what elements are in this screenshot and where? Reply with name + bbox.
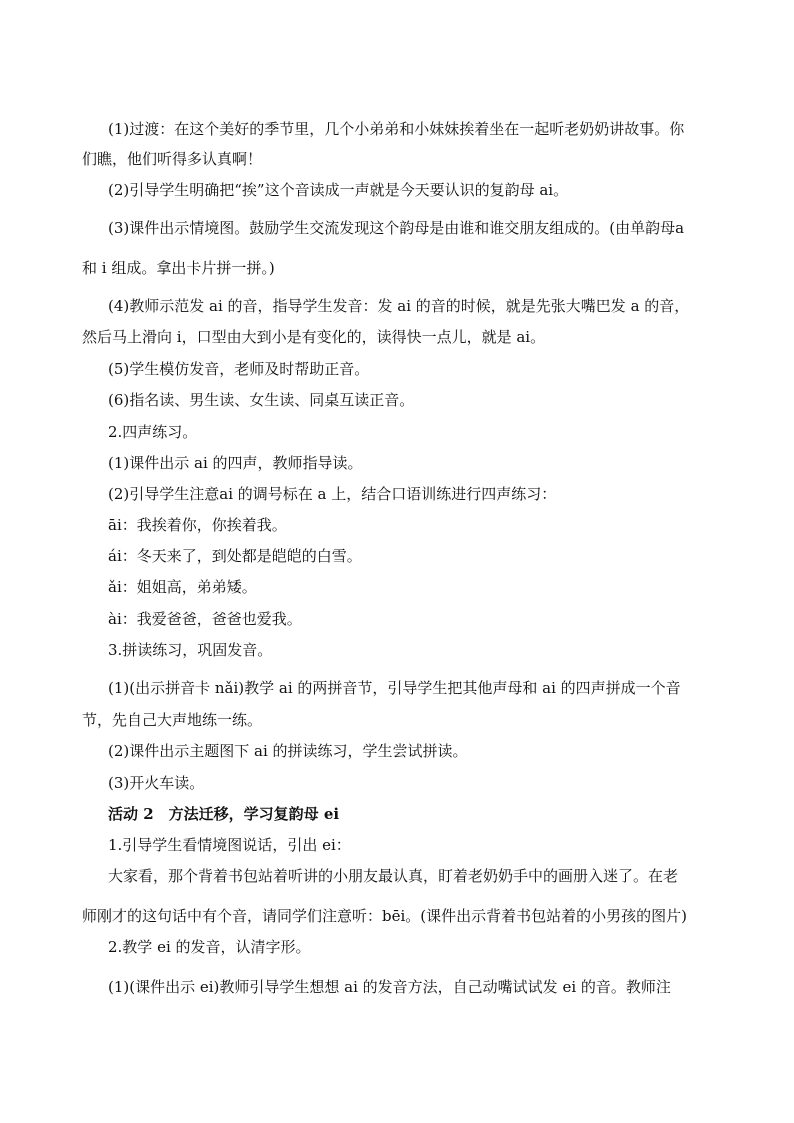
text-line: 3.拼读练习，巩固发音。: [108, 641, 273, 659]
text-line: ài：我爱爸爸，爸爸也爱我。: [108, 610, 302, 628]
text-line: 然后马上滑向 i，口型由大到小是有变化的，读得快一点儿，就是 ai。: [82, 328, 546, 346]
text-line: 2.教学 ei 的发音，认清字形。: [108, 938, 311, 956]
text-line: āi：我挨着你，你挨着我。: [108, 516, 287, 534]
text-line: 和 i 组成。拿出卡片拼一拼。): [82, 259, 275, 277]
text-line: ǎi：姐姐高，弟弟矮。: [108, 578, 257, 596]
section-heading: 活动 2 方法迁移，学习复韵母 ei: [108, 805, 340, 823]
text-line: (1)(出示拼音卡 nǎi)教学 ai 的两拼音节，引导学生把其他声母和 ai 的四声拼成一个音: [108, 679, 681, 697]
text-line: 1.引导学生看情境图说话，引出 ei：: [108, 836, 351, 854]
text-line: 大家看，那个背着书包站着听讲的小朋友最认真，盯着老奶奶手中的画册入迷了。在老: [108, 867, 679, 885]
text-line: (1)课件出示 ai 的四声，教师指导读。: [108, 454, 363, 472]
text-line: 节，先自己大声地练一练。: [82, 711, 263, 729]
text-line: (1)(课件出示 ei)教师引导学生想想 ai 的发音方法，自己动嘴试试发 ei 的音。教师注: [108, 978, 671, 996]
text-line: 们瞧，他们听得多认真啊！: [82, 150, 263, 168]
text-line: (3)开火车读。: [108, 774, 205, 792]
text-line: (3)课件出示情境图。鼓励学生交流发现这个韵母是由谁和谁交朋友组成的。(由单韵母a: [108, 219, 685, 237]
text-line: (2)课件出示主题图下 ai 的拼读练习，学生尝试拼读。: [108, 742, 468, 760]
text-line: (6)指名读、男生读、女生读、同桌互读正音。: [108, 391, 415, 409]
text-line: (2)引导学生注意ai 的调号标在 a 上，结合口语训练进行四声练习：: [108, 485, 557, 503]
text-line: (2)引导学生明确把“挨”这个音读成一声就是今天要认识的复韵母 ai。: [108, 181, 569, 199]
text-line: (4)教师示范发 ai 的音，指导学生发音：发 ai 的音的时候，就是先张大嘴巴发 a 的音，: [108, 297, 690, 315]
text-line: ái：冬天来了，到处都是皑皑的白雪。: [108, 547, 362, 565]
text-line: 2.四声练习。: [108, 423, 198, 441]
text-line: (1)过渡：在这个美好的季节里，几个小弟弟和小妹妹挨着坐在一起听老奶奶讲故事。你: [108, 120, 685, 138]
text-line: (5)学生模仿发音，老师及时帮助正音。: [108, 360, 370, 378]
text-line: 师刚才的这句话中有个音，请同学们注意听：bēi。(课件出示背着书包站着的小男孩的图片): [82, 907, 687, 925]
